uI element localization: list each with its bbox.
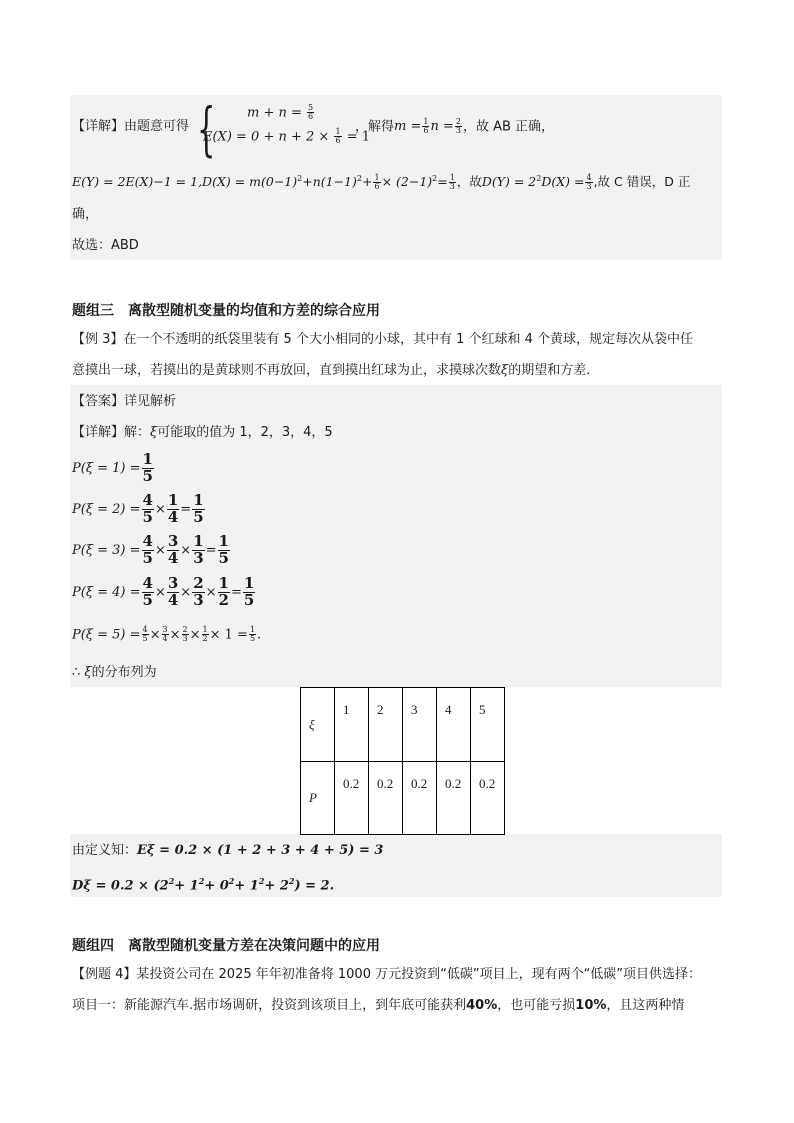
detail3-line: 【详解】解：ξ可能取的值为 1，2，3，4，5 [72,425,333,440]
example4-line1: 【例题 4】某投资公司在 2025 年年初准备将 1000 万元投资到“低碳”项目上，现有两个“低碳”项目供选择： [72,967,702,982]
table-cell: 0.2 [403,762,437,835]
dist-intro: ∴ ξ的分布列为 [72,665,157,680]
example4-line2: 项目一：新能源汽车.据市场调研，投资到该项目上，到年底可能获利40%，也可能亏损10%，且这两种情 [72,998,685,1013]
table-cell: 4 [437,688,471,762]
prob-xi-1: P(ξ = 1) = $\frac{1}{5}$ [72,450,153,485]
fraction: $\frac{5}{6}$ [308,103,314,122]
system-eq-1: m + n = $\frac{5}{6}$ [247,103,314,122]
table-cell: 2 [369,688,403,762]
table-cell: 1 [335,688,369,762]
distribution-table [300,687,505,835]
table-header-p: P [301,762,335,835]
detail-tag: 【详解】 [72,119,125,134]
example-tag: 【例 3】 [72,332,124,347]
answer-line: 【答案】详见解析 [72,394,177,409]
table-row [301,762,505,835]
mean-line: 由定义知：Eξ = 0.2 × (1 + 2 + 3 + 4 + 5) = 3 [72,843,384,858]
system-eq-2: E(X) = 0 + n + 2 × $\frac{1}{6}$ = 1 [203,127,370,146]
variance-line: $E(Y) = 2E(X)-1 = 1,D(X) = m(0-1)^2+n(1-1)^2+$ $\frac{1}{6}$ × $(2-1)^2=$ $\frac{1}{3}$ ，故$D(Y) = 2^2D(X)$ = $\frac{4}{3}$ ,故 C 错误，D 正 [72,172,691,192]
table-cell: 0.2 [335,762,369,835]
example-tag: 【例题 4】 [72,967,137,982]
prob-xi-2: P(ξ = 2) = $\frac{4}{5}$ × $\frac{1}{4}$ = $\frac{1}{5}$ [72,491,204,526]
table-header-xi: ξ [301,688,335,762]
table-cell: 3 [403,688,437,762]
choice-line: 故选：ABD [72,238,139,253]
table-cell: 5 [471,688,505,762]
example3-line1: 【例 3】在一个不透明的纸袋里装有 5 个大小相同的小球，其中有 1 个红球和 4 个黄球，规定每次从袋中任 [72,332,694,347]
equation-brace: { [197,95,216,163]
group4-heading: 题组四 离散型随机变量方差在决策问题中的应用 [72,938,380,954]
table-cell: 0.2 [471,762,505,835]
variance-result-line: $D\xi = 0.2 \times (2^2+ 1^2+ 0^2+ 1^2+ 2^2) = 2$. [72,876,335,894]
solve-result: ，解得m = $\frac{1}{6}$ n = $\frac{2}{3}$ ，故 AB 正确， [355,117,555,136]
detail-line-1: 【详解】由题意可得 [72,119,190,134]
prob-xi-5: P(ξ = 5) = $\frac{4}{5}$ × $\frac{3}{4}$ × $\frac{2}{3}$ × $\frac{1}{2}$ × 1 = $\frac{1}{5}$ . [72,625,262,644]
table-row [301,688,505,762]
prob-xi-4: P(ξ = 4) = $\frac{4}{5}$ × $\frac{3}{4}$ × $\frac{2}{3}$ × $\frac{1}{2}$ = $\frac{1}{5}$ [72,574,255,609]
prob-xi-3: P(ξ = 3) = $\frac{4}{5}$ × $\frac{3}{4}$ × $\frac{1}{3}$ = $\frac{1}{5}$ [72,532,229,567]
example3-line2: 意摸出一球，若摸出的是黄球则不再放回，直到摸出红球为止，求摸球次数ξ的期望和方差． [72,363,600,378]
table-cell: 0.2 [369,762,403,835]
group3-heading: 题组三 离散型随机变量的均值和方差的综合应用 [72,303,380,319]
answer-tag: 【答案】 [72,394,125,409]
wrap-line: 确， [72,207,99,222]
table-cell: 0.2 [437,762,471,835]
